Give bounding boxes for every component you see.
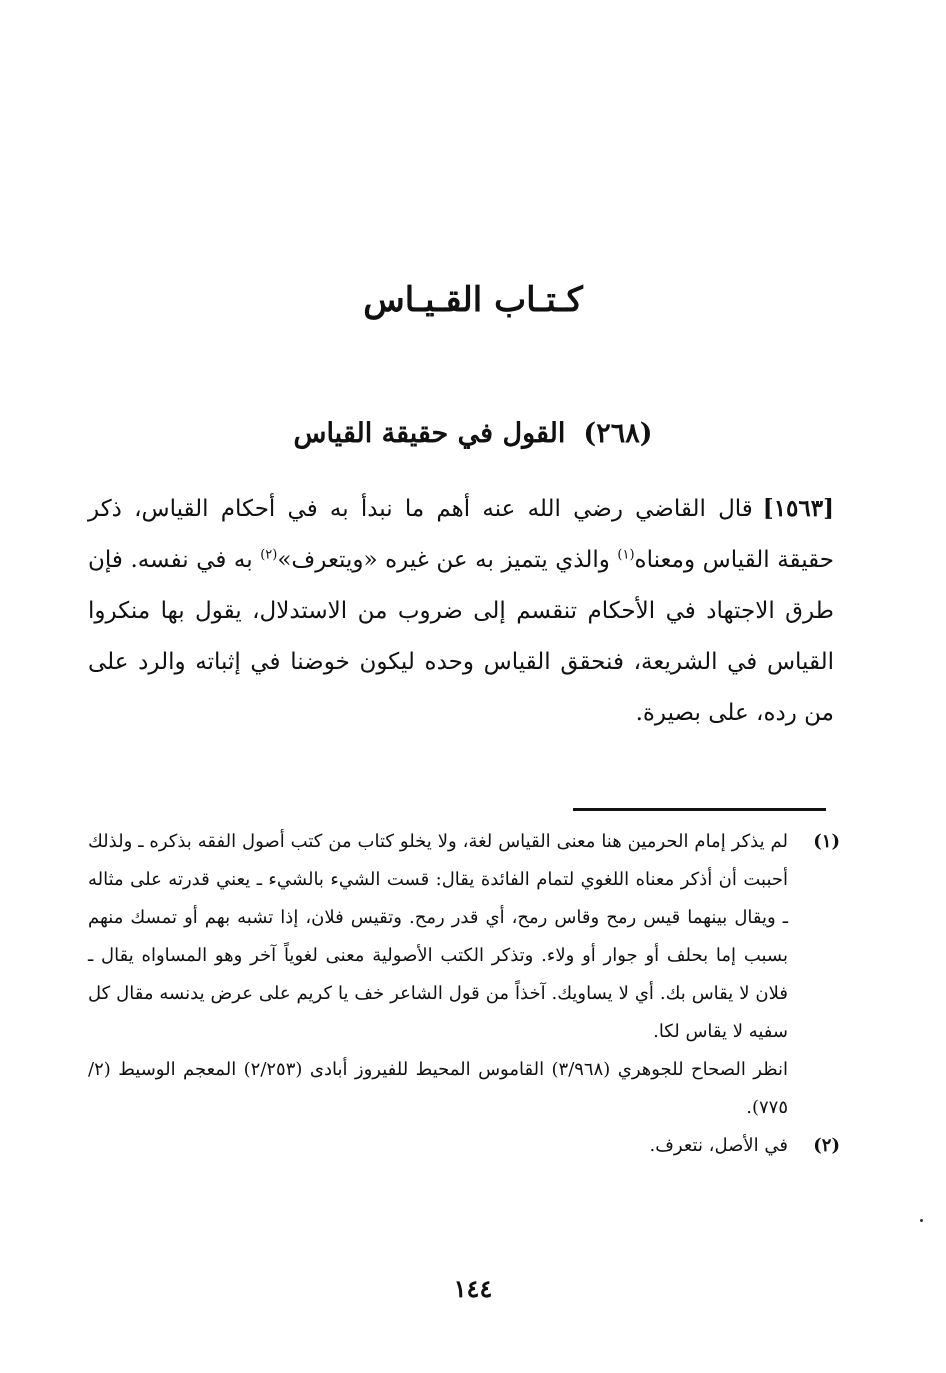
footnote-2 (88, 1127, 840, 1165)
section-number: (٢٦٨) (583, 418, 653, 449)
footnote-2-text: في الأصل، نتعرف. (649, 1135, 788, 1156)
section-heading (0, 418, 946, 449)
footnote-1-references: انظر الصحاح للجوهري (٣/٩٦٨) القاموس المحيط للفيروز أبادى (٢/٢٥٣) المعجم الوسيط (٢/ ٧٧٥). (88, 1059, 788, 1118)
footnote-1 (88, 823, 840, 1127)
paragraph-text-2: والذي يتميز به عن غيره «ويتعرف» (277, 547, 618, 573)
footnotes (88, 823, 840, 1165)
scan-speck (920, 1219, 923, 1222)
footnote-ref-2: (٢) (260, 547, 278, 563)
footnote-1-marker: (١) (813, 831, 840, 852)
footnote-1-text: لم يذكر إمام الحرمين هنا معنى القياس لغة، ولا يخلو كتاب من كتب أصول الفقه بذكره ـ ولذلك أحببت أن أذكر معناه اللغوي لتمام الفائدة يقال: قست الشيء بالشيء ـ يعني قدرته على مثاله ـ ويقال بينهما قيس رمح وقاس رمح، أي قدر رمح. وتقيس فلان، إذا تشبه بهم أو تمسك منهم بسبب إما بحلف أو جوار أو ولاء. وتذكر الكتب الأصولية معنى لغوياً آخر وهو المساواه يقال ـ فلان لا يقاس بك. أي لا يساويك. آخذاً من قول الشاعر خف يا كريم على عرض يدنسه مقال كل سفيه لا يقاس لكا. (88, 831, 788, 1042)
paragraph-number: [١٥٦٣] (762, 495, 834, 522)
section-title: القول في حقيقة القياس (293, 418, 566, 449)
paragraph-text-3: به في نفسه. فإن طرق الاجتهاد في الأحكام تنقسم إلى ضروب من الاستدلال، يقول بها منكروا القياس في الشريعة، فنحقق القياس وحده ليكون خوضنا في إثباته والرد على من رده، على بصيرة. (88, 547, 834, 726)
main-paragraph (88, 483, 834, 739)
footnote-separator (573, 808, 826, 811)
paragraph-text-1: قال القاضي رضي الله عنه أهم ما نبدأ به في أحكام القياس، ذكر حقيقة القياس ومعناه (88, 496, 834, 573)
footnote-2-marker: (٢) (813, 1135, 840, 1156)
page-number: ١٤٤ (453, 1274, 493, 1303)
footnote-ref-1: (١) (617, 547, 635, 563)
book-title: كـتـاب القـيـاس (363, 280, 583, 320)
